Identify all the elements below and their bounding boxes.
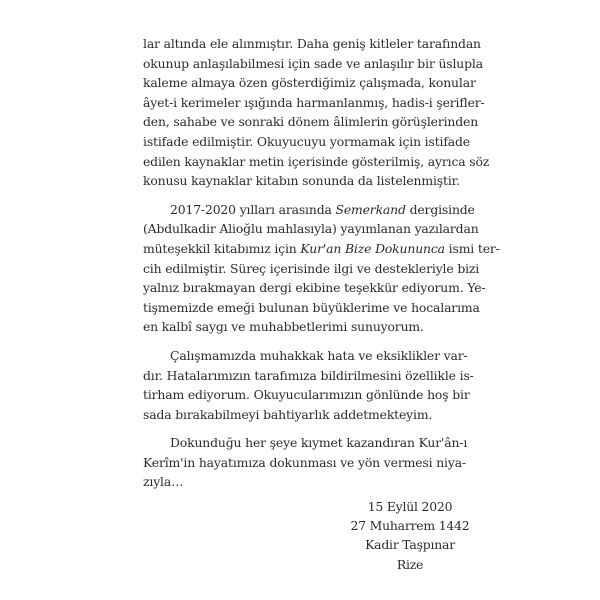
text-line: en kalbî saygı ve muhabbetlerimi sunuyorum. <box>143 319 424 335</box>
signature-author: Kadir Taşpınar <box>365 537 455 553</box>
signature-date: 15 Eylül 2020 <box>367 499 453 514</box>
text-line: zıyla… <box>143 474 184 490</box>
text-line: yalnız bırakmayan dergi ekibine teşekkür ediyorum. Ye- <box>143 280 486 296</box>
text-line: den, sahabe ve sonraki dönem âlimlerin görüşlerinden <box>143 114 479 130</box>
paragraph-4 <box>143 433 468 492</box>
text-line: âyet-i kerimeler ışığında harmanlanmış, hadis-i şerifler- <box>143 94 485 110</box>
signature-place: Rize <box>396 556 424 572</box>
paragraph-3 <box>143 346 474 424</box>
text-segment: ismi ter- <box>444 240 500 256</box>
text-line: kaleme almaya özen gösterdiğimiz çalışmada, konular <box>143 75 476 91</box>
text-line <box>143 200 475 220</box>
text-segment: müteşekkil kitabımız için <box>143 240 301 256</box>
text-line: Dokunduğu her şeye kıymet kazandıran Kur'ân-ı <box>170 435 468 451</box>
document-body <box>143 34 500 492</box>
text-line: tirham ediyorum. Okuyucularımızın gönlünde hoş bir <box>143 387 470 403</box>
text-line: Çalışmamızda muhakkak hata ve eksiklikler var- <box>170 347 468 363</box>
text-line: Kerîm'in hayatımıza dokunması ve yön vermesi niya- <box>143 454 466 470</box>
paragraph-1 <box>143 34 490 191</box>
text-line: sada bırakabilmeyi bahtiyarlık addetmekteyim. <box>143 406 433 422</box>
text-line <box>143 239 500 259</box>
text-line: (Abdulkadir Alioğlu mahlasıyla) yayımlanan yazılardan <box>143 221 479 237</box>
signature-block <box>350 497 470 574</box>
text-segment: dergisinde <box>405 201 475 217</box>
text-line: dır. Hatalarımızın tarafımıza bildirilmesini özellikle is- <box>143 367 474 383</box>
text-line: lar altında ele alınmıştır. Daha geniş kitleler tarafından <box>143 36 481 51</box>
book-title: Kur'an Bize Dokununca <box>300 240 445 256</box>
text-line: konusu kaynaklar kitabın sonunda da listelenmiştir. <box>143 173 460 189</box>
text-segment: 2017-2020 yılları arasında <box>170 201 336 217</box>
text-line: cih edilmiştir. Süreç içerisinde ilgi ve destekleriyle bizi <box>143 260 480 276</box>
text-line: istifade edilmiştir. Okuyucuyu yormamak için istifade <box>143 133 470 149</box>
paragraph-2 <box>143 200 500 337</box>
text-line: tişmemizde emeği bulunan büyüklerime ve hocalarıma <box>143 299 480 315</box>
text-line: edilen kaynaklar metin içerisinde gösterilmiş, ayrıca söz <box>143 153 490 169</box>
text-line: okunup anlaşılabilmesi için sade ve anlaşılır bir üslupla <box>143 55 483 71</box>
signature-hijri-date: 27 Muharrem 1442 <box>350 518 470 534</box>
magazine-title: Semerkand <box>335 201 406 217</box>
